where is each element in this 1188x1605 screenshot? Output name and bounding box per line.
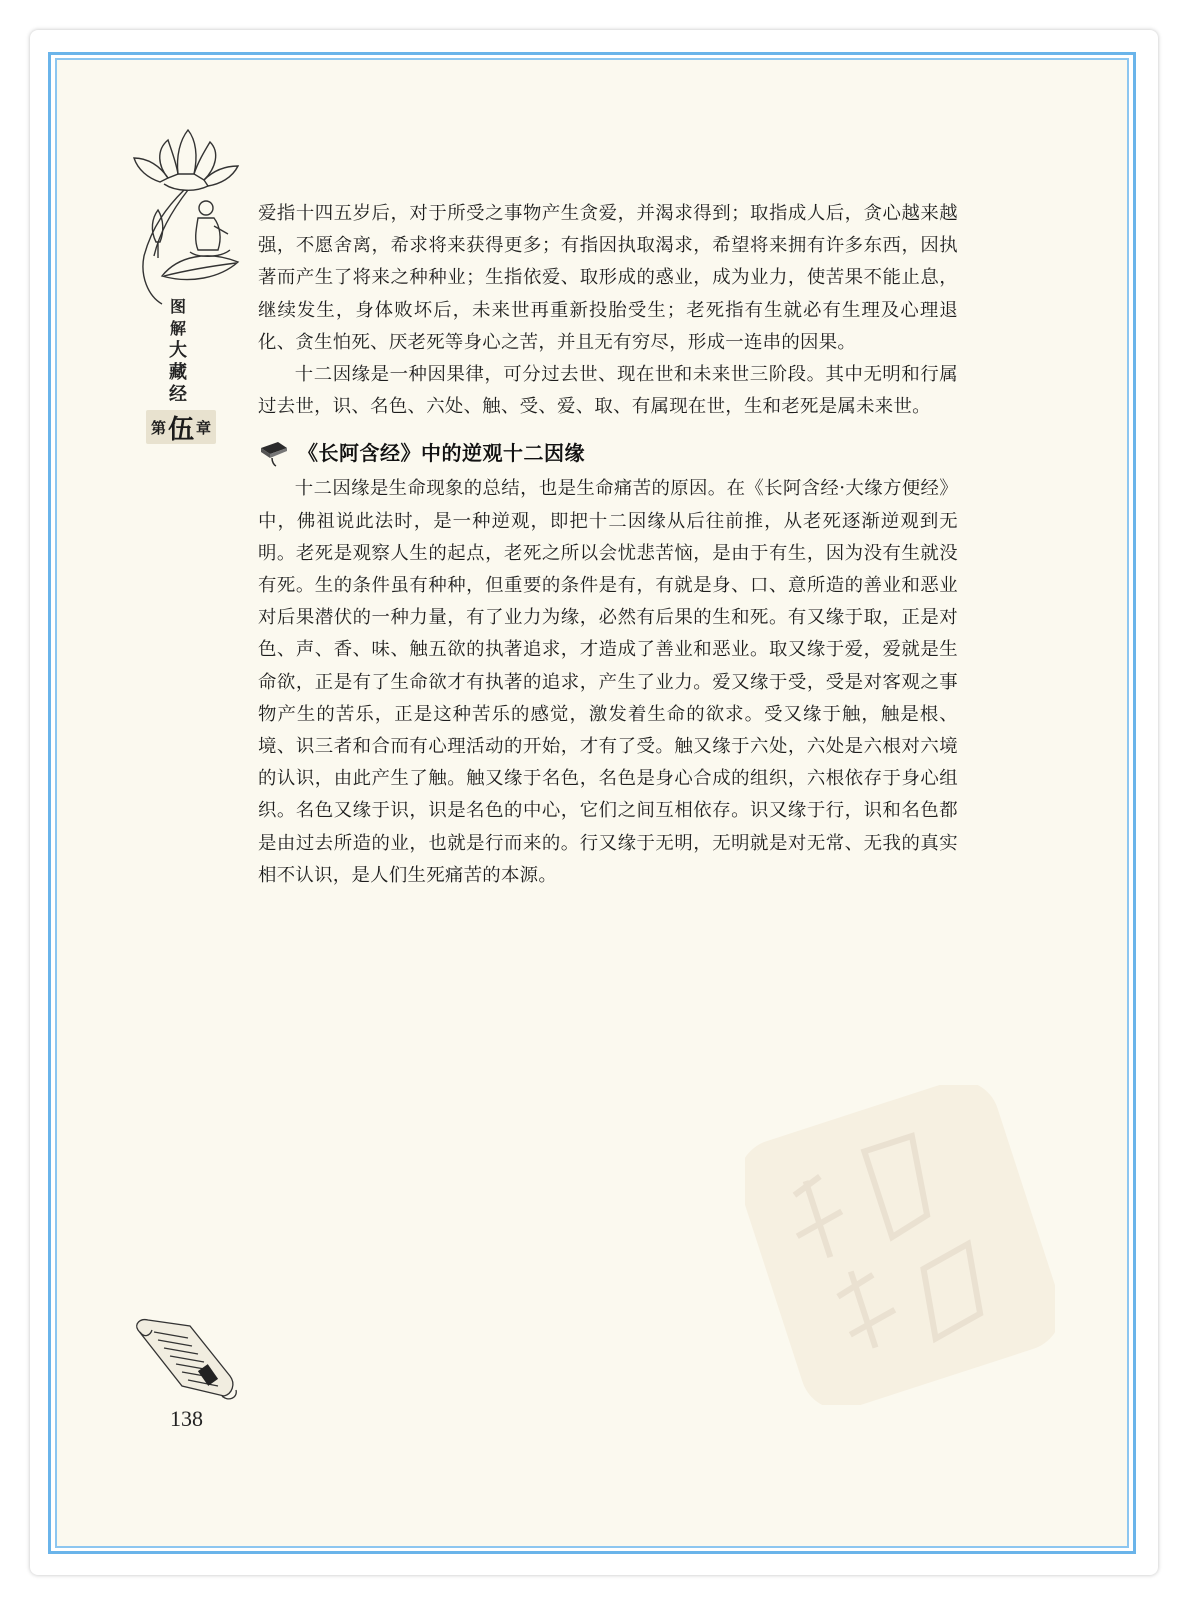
- book-title-char: 图: [169, 297, 186, 316]
- paragraph: 十二因缘是一种因果律，可分过去世、现在世和未来世三阶段。其中无明和行属过去世，识、名色、六处、触、受、爱、取、有属现在世，生和老死是属未来世。: [258, 364, 958, 418]
- chapter-number: 伍: [167, 414, 194, 445]
- lotus-figure-icon: [128, 126, 248, 306]
- scroll-icon: [130, 1316, 242, 1408]
- main-content: [258, 198, 958, 892]
- book-title-char: 藏: [169, 362, 187, 383]
- chapter-prefix: 第: [150, 418, 166, 437]
- book-icon: [258, 438, 290, 468]
- seal-watermark-icon: [745, 1085, 1055, 1405]
- section-title: 《长阿含经》中的逆观十二因缘: [298, 441, 585, 466]
- book-title-char: 解: [169, 319, 186, 338]
- paragraph: 十二因缘是生命现象的总结，也是生命痛苦的原因。在《长阿含经·大缘方便经》中，佛祖说此法时，是一种逆观，即把十二因缘从后往前推，从老死逐渐逆观到无明。老死是观察人生的起点，老死之所以会忧悲苦恼，是由于有生，因为没有生就没有死。生的条件虽有种种，但重要的条件是有，有就是身、口、意所造的善业和恶业对后果潜伏的一种力量，有了业力为缘，必然有后果的生和死。有又缘于取，正是对色、声、香、味、触五欲的执著追求，才造成了善业和恶业。取又缘于爱，爱就是生命欲，正是有了生命欲才有执著的追求，产生了业力。爱又缘于受，受是对客观之事物产生的苦乐，正是这种苦乐的感觉，激发着生命的欲求。受又缘于触，触是根、境、识三者和合而有心理活动的开始，才有了受。触又缘于六处，六处是六根对六境的认识，由此产生了触。触又缘于名色，名色是身心合成的组织，六根依存于身心组织。名色又缘于识，识是名色的中心，它们之间互相依存。识又缘于行，识和名色都是由过去所造的业，也就是行而来的。行又缘于无明，无明就是对无常、无我的真实相不认识，是人们生死痛苦的本源。: [258, 478, 958, 886]
- book-title-vertical: [166, 296, 190, 406]
- chapter-suffix: 章: [196, 418, 212, 437]
- paragraph: 爱指十四五岁后，对于所受之事物产生贪爱，并渴求得到；取指成人后，贪心越来越强，不愿舍离，希求将来获得更多；有指因执取渴求，希望将来拥有许多东西，因执著而产生了将来之种种业；生指依爱、取形成的惑业，成为业力，使苦果不能止息，继续发生，身体败坏后，未来世再重新投胎受生；老死指有生就必有生理及心理退化、贪生怕死、厌老死等身心之苦，并且无有穷尽，形成一连串的因果。: [258, 203, 958, 353]
- book-title-char: 大: [169, 340, 187, 361]
- chapter-label: [146, 410, 216, 444]
- page-number: 138: [170, 1406, 203, 1431]
- section-heading: [258, 435, 958, 471]
- book-title-char: 经: [169, 384, 187, 405]
